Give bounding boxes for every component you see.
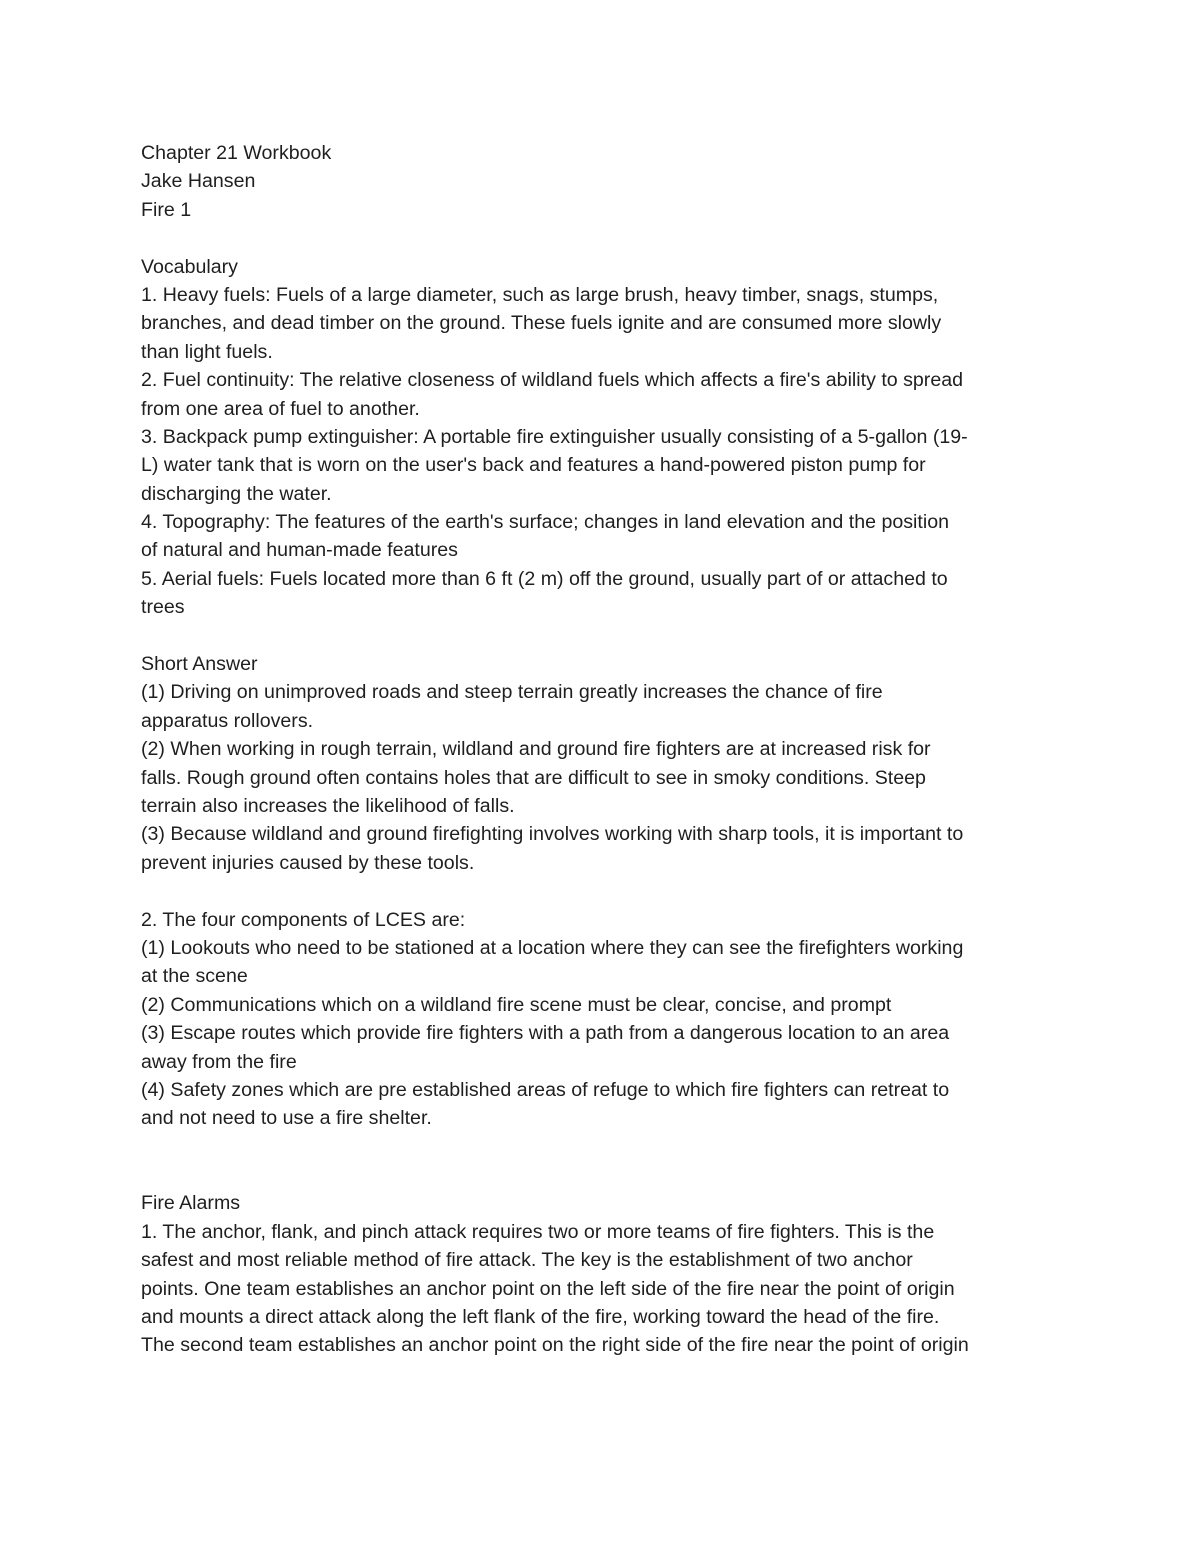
course-name: Fire 1 xyxy=(141,198,192,221)
lces-line: away from the fire xyxy=(141,1050,297,1073)
fire-alarms-section xyxy=(141,1189,1061,1359)
lces-line: (4) Safety zones which are pre established areas of refuge to which fire fighters can retreat to xyxy=(141,1078,950,1101)
short-answer-line: (1) Driving on unimproved roads and steep terrain greatly increases the chance of fire xyxy=(141,681,883,704)
vocabulary-line: than light fuels. xyxy=(141,340,273,363)
fire-alarms-line: The second team establishes an anchor point on the right side of the fire near the point of origin xyxy=(141,1334,969,1357)
fire-alarms-line: safest and most reliable method of fire attack. The key is the establishment of two anchor xyxy=(141,1249,913,1272)
lces-line: (3) Escape routes which provide fire fighters with a path from a dangerous location to an area xyxy=(141,1022,950,1045)
short-answer-line: prevent injuries caused by these tools. xyxy=(141,851,475,874)
short-answer-line: (2) When working in rough terrain, wildland and ground fire fighters are at increased risk for xyxy=(141,738,931,761)
vocabulary-line: L) water tank that is worn on the user's back and features a hand-powered piston pump for xyxy=(141,454,926,477)
short-answer-line: falls. Rough ground often contains holes that are difficult to see in smoky conditions. Steep xyxy=(141,766,926,789)
vocabulary-line: 4. Topography: The features of the earth's surface; changes in land elevation and the position xyxy=(141,511,949,534)
fire-alarms-line: 1. The anchor, flank, and pinch attack requires two or more teams of fire fighters. This is the xyxy=(141,1220,935,1243)
author-name: Jake Hansen xyxy=(141,170,256,193)
lces-section xyxy=(141,906,1061,1133)
vocabulary-line: 3. Backpack pump extinguisher: A portable fire extinguisher usually consisting of a 5-gallon (19- xyxy=(141,425,968,448)
short-answer-line: apparatus rollovers. xyxy=(141,709,314,732)
short-answer-line: terrain also increases the likelihood of falls. xyxy=(141,794,515,817)
vocabulary-line: 1. Heavy fuels: Fuels of a large diameter, such as large brush, heavy timber, snags, stumps, xyxy=(141,283,939,306)
vocabulary-line: branches, and dead timber on the ground. These fuels ignite and are consumed more slowly xyxy=(141,312,942,335)
lces-line: 2. The four components of LCES are: xyxy=(141,908,466,931)
spacer xyxy=(141,622,1061,650)
section-heading-vocabulary: Vocabulary xyxy=(141,255,238,278)
lces-line: and not need to use a fire shelter. xyxy=(141,1107,432,1130)
lces-line: (1) Lookouts who need to be stationed at a location where they can see the firefighters working xyxy=(141,936,964,959)
short-answer-line: (3) Because wildland and ground firefighting involves working with sharp tools, it is important to xyxy=(141,823,964,846)
fire-alarms-line: and mounts a direct attack along the left flank of the fire, working toward the head of the fire. xyxy=(141,1306,940,1329)
fire-alarms-line: points. One team establishes an anchor point on the left side of the fire near the point of origin xyxy=(141,1277,955,1300)
document-page xyxy=(141,139,1061,1360)
lces-line: (2) Communications which on a wildland fire scene must be clear, concise, and prompt xyxy=(141,993,892,1016)
vocabulary-line: discharging the water. xyxy=(141,482,332,505)
short-answer-section xyxy=(141,650,1061,877)
vocabulary-line: of natural and human-made features xyxy=(141,539,458,562)
vocabulary-line: 2. Fuel continuity: The relative closeness of wildland fuels which affects a fire's ability to spread xyxy=(141,369,964,392)
document-title: Chapter 21 Workbook xyxy=(141,142,332,164)
spacer xyxy=(141,1133,1061,1190)
header-block xyxy=(141,139,1061,224)
vocabulary-section xyxy=(141,253,1061,622)
vocabulary-line: from one area of fuel to another. xyxy=(141,397,420,420)
spacer xyxy=(141,877,1061,905)
spacer xyxy=(141,224,1061,252)
section-heading-short-answer: Short Answer xyxy=(141,653,258,676)
vocabulary-line: trees xyxy=(141,596,185,619)
section-heading-fire-alarms: Fire Alarms xyxy=(141,1192,241,1215)
vocabulary-line: 5. Aerial fuels: Fuels located more than 6 ft (2 m) off the ground, usually part of or attached to xyxy=(141,567,948,590)
lces-line: at the scene xyxy=(141,965,248,988)
